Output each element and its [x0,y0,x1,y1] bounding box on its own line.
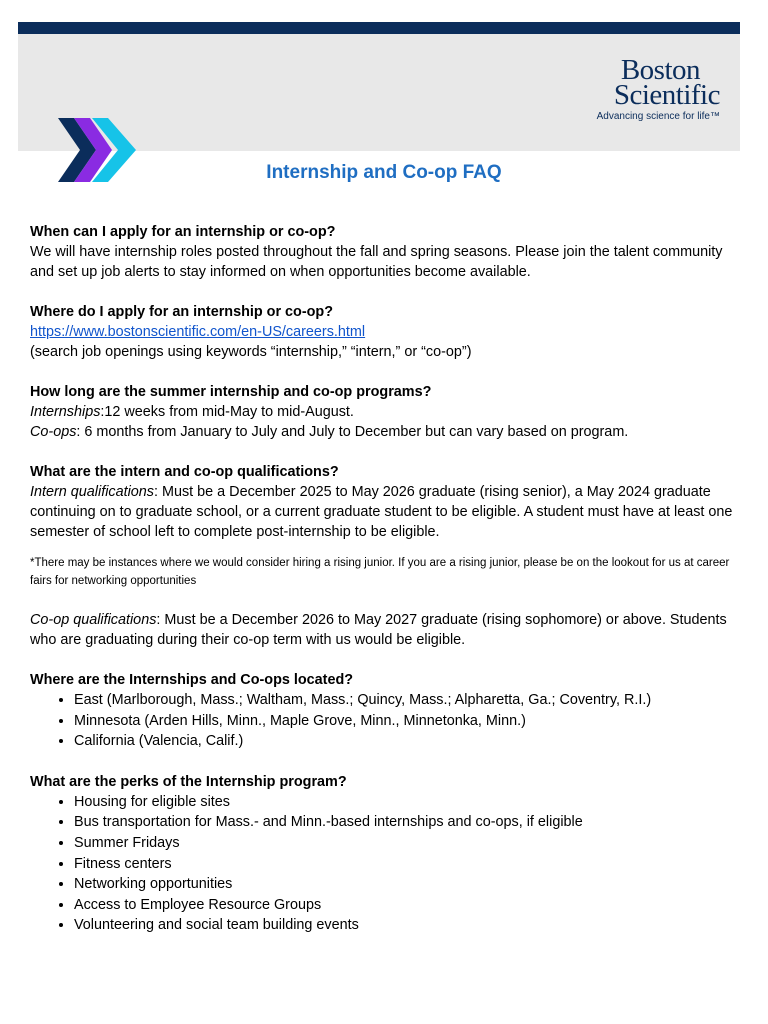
faq-question: Where are the Internships and Co-ops located? [30,672,354,688]
faq-question: How long are the summer internship and co-op programs? [30,384,432,400]
faq-answer: (search job openings using keywords “internship,” “intern,” or “co-op”) [30,344,472,360]
faq-where-apply [30,302,746,362]
list-item: • Bus transportation for Mass.- and Minn.-based internships and co-ops, if eligible [74,812,746,833]
intern-qualifications-text: : Must be a December 2025 to May 2026 graduate (rising senior), a May 2024 graduate continuing on to graduate school, or a current graduate student to be eligible. A student must have at least one semester of school left to complete post-internship to be eligible. [30,484,733,540]
coop-qualifications-text: : Must be a December 2026 to May 2027 graduate (rising sophomore) or above. Students who are graduating during their co-op term with us would be eligible. [30,612,727,648]
coop-qualifications-label: Co-op qualifications [30,612,157,628]
faq-question: When can I apply for an internship or co-op? [30,224,336,240]
internship-duration [30,402,746,422]
list-item: • East (Marlborough, Mass.; Waltham, Mass.; Quincy, Mass.; Alpharetta, Ga.; Coventry, R.I.) [74,690,746,711]
list-item: • Housing for eligible sites [74,792,746,813]
perks-list [30,792,746,936]
coop-duration [30,422,746,442]
rising-junior-note: *There may be instances where we would consider hiring a rising junior. If you are a rising junior, please be on the lookout for us at career fairs for networking opportunities [30,557,730,587]
page-title: Internship and Co-op FAQ [266,162,502,183]
header-top-rule [18,22,740,34]
list-item: • Fitness centers [74,854,746,875]
faq-when-apply [30,222,746,282]
faq-coop-qualifications [30,610,746,650]
faq-question: What are the perks of the Internship program? [30,773,347,790]
faq-content [30,222,746,956]
locations-list [30,690,746,752]
intern-qualifications [30,482,746,542]
internships-text: :12 weeks from mid-May to mid-August. [100,404,354,420]
list-item: • California (Valencia, Calif.) [74,731,746,752]
logo-line-2: Scientific [613,79,720,111]
logo-line-1: Boston [620,54,700,86]
faq-program-length [30,382,746,442]
list-item: • Access to Employee Resource Groups [74,895,746,916]
coop-qualifications [30,610,746,650]
coops-text: : 6 months from January to July and July to December but can vary based on program. [76,424,629,440]
internships-label: Internships [30,404,101,420]
faq-question: Where do I apply for an internship or co-op? [30,304,334,320]
faq-qualifications [30,462,746,542]
faq-answer: We will have internship roles posted throughout the fall and spring seasons. Please join the talent community and set up job alerts to stay informed on when opportunities become available. [30,244,723,280]
coops-label: Co-ops [30,424,77,440]
intern-qualifications-label: Intern qualifications [30,484,154,500]
faq-locations [30,670,746,752]
boston-scientific-logo [570,54,720,122]
faq-perks [30,772,746,936]
careers-link[interactable]: https://www.bostonscientific.com/en-US/careers.html [30,324,366,340]
list-item: • Summer Fridays [74,833,746,854]
logo-tagline: Advancing science for life™ [596,111,720,122]
faq-question: What are the intern and co-op qualifications? [30,464,339,480]
list-item: • Networking opportunities [74,874,746,895]
list-item: • Volunteering and social team building events [74,915,746,936]
list-item: • Minnesota (Arden Hills, Minn., Maple Grove, Minn., Minnetonka, Minn.) [74,711,746,732]
